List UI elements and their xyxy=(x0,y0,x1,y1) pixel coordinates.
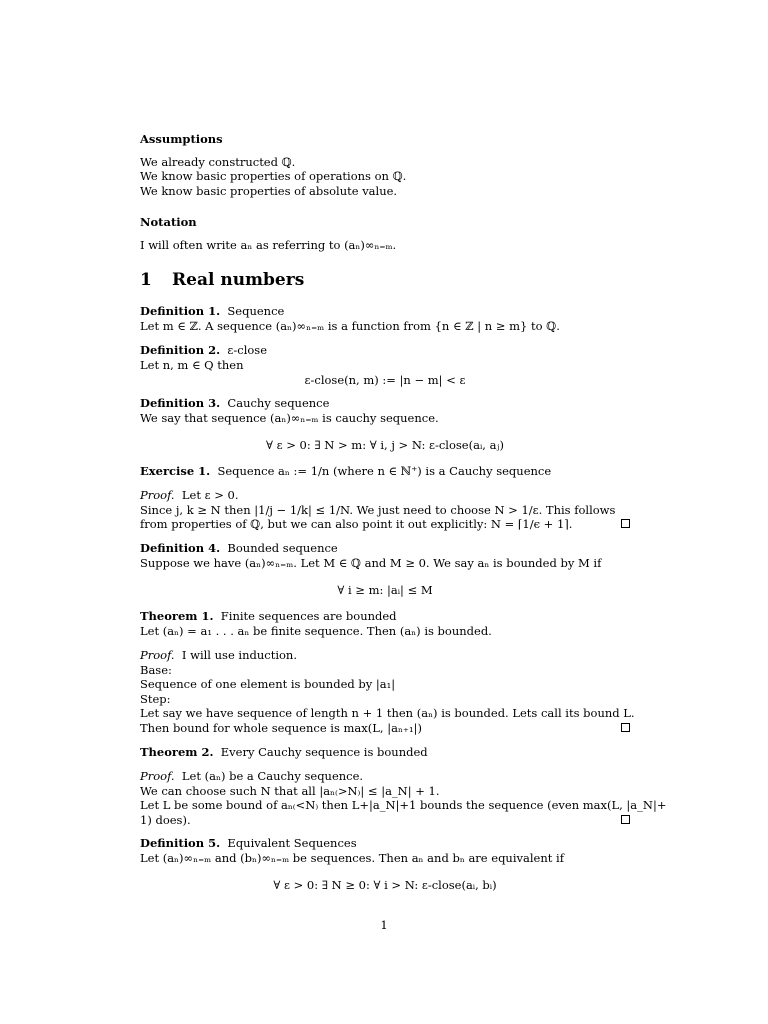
definition-4-formula: ∀ i ≥ m: |aᵢ| ≤ M xyxy=(337,583,433,597)
definition-1 xyxy=(140,304,630,333)
qed-symbol xyxy=(621,815,630,824)
theorem-1 xyxy=(140,609,630,638)
proof-2-label: Proof. xyxy=(140,648,175,662)
assumptions-title: Assumptions xyxy=(140,132,223,146)
definition-3-formula: ∀ ε > 0: ∃ N > m: ∀ i, j > N: ε-close(aᵢ, aⱼ) xyxy=(266,438,504,452)
definition-3-name: Cauchy sequence xyxy=(227,396,330,410)
definition-3-text: We say that sequence (aₙ)∞ₙ₌ₘ is cauchy sequence. xyxy=(140,410,439,425)
proof-3-first: Let (aₙ) be a Cauchy sequence. xyxy=(181,769,364,783)
theorem-2 xyxy=(140,745,630,760)
definition-4 xyxy=(140,541,630,570)
definition-4-label: Definition 4. xyxy=(140,541,221,555)
qed-symbol xyxy=(621,723,630,732)
proof-3-label: Proof. xyxy=(140,769,175,783)
proof-2-first: I will use induction. xyxy=(181,648,297,662)
definition-1-text: Let m ∈ ℤ. A sequence (aₙ)∞ₙ₌ₘ is a function from {n ∈ ℤ | n ≥ m} to ℚ. xyxy=(140,318,560,333)
assumptions-block xyxy=(140,132,630,198)
proof-1-line-1: Since j, k ≥ N then |1/j − 1/k| ≤ 1/N. We just need to choose N > 1/ε. This follows xyxy=(140,502,616,517)
proof-2-line-1: Base: xyxy=(140,662,172,677)
proof-2-line-5-wrap xyxy=(140,721,630,736)
definition-1-name: Sequence xyxy=(227,304,285,318)
proof-1-label: Proof. xyxy=(140,488,175,502)
definition-2-name: ε-close xyxy=(227,343,268,357)
definition-2-label: Definition 2. xyxy=(140,343,221,357)
proof-3-line-2: Let L be some bound of aₙ₍<N₎ then L+|a_N|+1 bounds the sequence (even max(L, |a_N|+ xyxy=(140,798,667,812)
definition-2-formula: ε-close(n, m) := |n − m| < ε xyxy=(304,373,466,387)
definition-4-name: Bounded sequence xyxy=(227,541,338,555)
assumption-line-2: We know basic properties of operations on ℚ. xyxy=(140,169,407,183)
notation-text: I will often write aₙ as referring to (aₙ)∞ₙ₌ₘ. xyxy=(140,237,397,252)
proof-1-line-2: from properties of ℚ, but we can also point it out explicitly: N = ⌈1/ϵ + 1⌉. xyxy=(140,517,573,531)
proof-2-line-4: Let say we have sequence of length n + 1 then (aₙ) is bounded. Lets call its bound L. xyxy=(140,706,635,720)
proof-1-line-2-wrap xyxy=(140,517,630,532)
definition-2-text: Let n, m ∈ Q then xyxy=(140,357,244,372)
theorem-1-label: Theorem 1. xyxy=(140,609,214,623)
assumption-line-3: We know basic properties of absolute value. xyxy=(140,183,398,198)
definition-5 xyxy=(140,836,630,865)
exercise-1 xyxy=(140,464,630,479)
definition-5-formula: ∀ ε > 0: ∃ N ≥ 0: ∀ i > N: ε-close(aᵢ, bᵢ) xyxy=(273,878,497,892)
definition-1-label: Definition 1. xyxy=(140,304,221,318)
section-heading xyxy=(140,270,305,290)
definition-2 xyxy=(140,343,630,372)
page-number: 1 xyxy=(380,918,388,932)
proof-1 xyxy=(140,488,630,532)
definition-5-name: Equivalent Sequences xyxy=(227,836,357,850)
proof-2-line-3: Step: xyxy=(140,691,171,706)
proof-2-line-2: Sequence of one element is bounded by |a₁| xyxy=(140,677,396,691)
definition-4-text: Suppose we have (aₙ)∞ₙ₌ₘ. Let M ∈ ℚ and M ≥ 0. We say aₙ is bounded by M if xyxy=(140,555,602,570)
assumption-line-1: We already constructed ℚ. xyxy=(140,154,296,169)
section-number: 1 xyxy=(140,270,152,290)
definition-3 xyxy=(140,396,630,425)
theorem-2-label: Theorem 2. xyxy=(140,745,214,759)
notation-title: Notation xyxy=(140,215,197,229)
theorem-1-text: Let (aₙ) = a₁ . . . aₙ be finite sequence. Then (aₙ) is bounded. xyxy=(140,623,492,638)
proof-3-line-1: We can choose such N that all |aₙ₍>N₎| ≤ |a_N| + 1. xyxy=(140,783,440,798)
qed-symbol xyxy=(621,519,630,528)
exercise-1-label: Exercise 1. xyxy=(140,464,211,478)
definition-5-text: Let (aₙ)∞ₙ₌ₘ and (bₙ)∞ₙ₌ₘ be sequences. Then aₙ and bₙ are equivalent if xyxy=(140,850,564,865)
notation-block xyxy=(140,215,630,252)
proof-3-line-3: 1) does). xyxy=(140,812,191,827)
section-title: Real numbers xyxy=(172,270,305,290)
theorem-1-name: Finite sequences are bounded xyxy=(220,609,397,623)
proof-3-line-3-wrap xyxy=(140,813,630,828)
proof-2-line-5: Then bound for whole sequence is max(L, |aₙ₊₁|) xyxy=(140,720,422,735)
proof-1-first: Let ε > 0. xyxy=(181,488,239,502)
proof-3 xyxy=(140,769,667,827)
definition-5-label: Definition 5. xyxy=(140,836,221,850)
exercise-1-text: Sequence aₙ := 1/n (where n ∈ ℕ⁺) is a Cauchy sequence xyxy=(217,464,552,478)
theorem-2-name: Every Cauchy sequence is bounded xyxy=(220,745,428,759)
definition-3-label: Definition 3. xyxy=(140,396,221,410)
proof-2 xyxy=(140,648,635,735)
